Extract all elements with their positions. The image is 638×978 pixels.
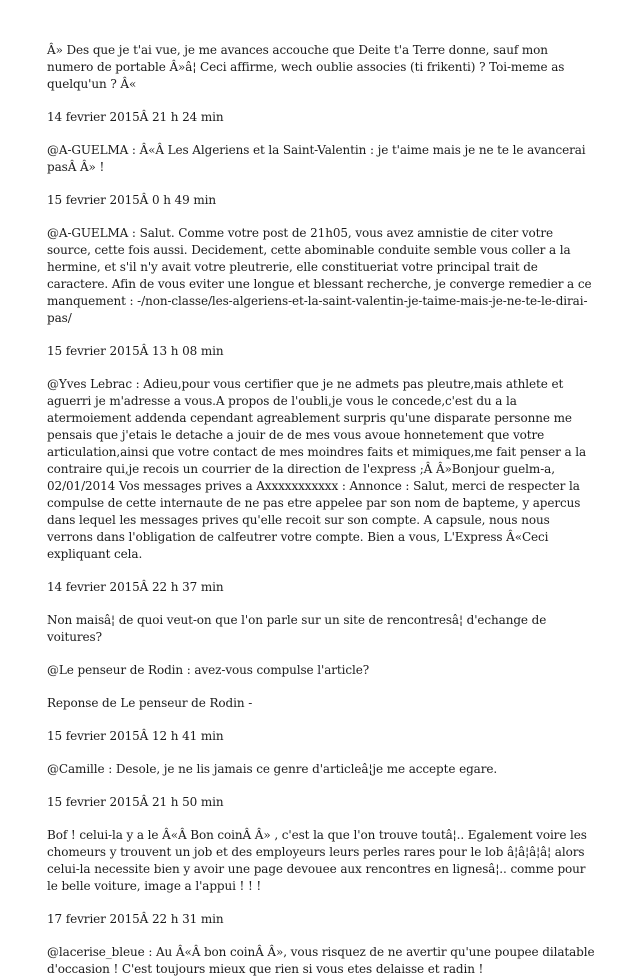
comment-date: 14 fevrier 2015Â 21 h 24 min [47, 110, 224, 124]
comment-text: @A-GUELMA : Â«Â Les Algeriens et la Saint-Valentin : je t'aime mais je ne te le avancerai pasÂ Â» ! [47, 143, 586, 174]
comment-text: @Camille : Desole, je ne lis jamais ce genre d'articleâ¦je me accepte egare. [47, 762, 498, 776]
comment-date: 14 fevrier 2015Â 22 h 37 min [47, 580, 224, 594]
comment-text: Non maisâ¦ de quoi veut-on que l'on parle sur un site de rencontresâ¦ d'echange de voitures? [47, 613, 547, 644]
comment-date: 15 fevrier 2015Â 12 h 41 min [47, 729, 224, 743]
comment-text: @Yves Lebrac : Adieu,pour vous certifier que je ne admets pas pleutre,mais athlete et aguerri je m'adresse a vous.A propos de l'oubli,je vous le concede,c'est du a la atermoiement addenda cependant agreablement surpris qu'une disparate personne me pensais que j'etais le detache a jouir de de mes vous avoue honnetement que votre articulation,ainsi que votre contact de mes moindres faits et mimiques,me fait penser a la contraire qui,je recois un courrier de la direction de l'express ;Â Â»Bonjour guelm-a, 02/01/2014 Vos messages prives a Axxxxxxxxxxx : Annonce : Salut, merci de respecter la compulse de cette internaute de ne pas etre appelee par son nom de bapteme, y apercus dans lequel les messages prives qu'elle recoit sur son compte. A capsule, nous nous verrons dans l'obligation de calfeutrer votre compte. Bien a vous, L'Express Â«Ceci expliquant cela. [47, 377, 587, 561]
document-page [47, 42, 595, 978]
comment-date: 15 fevrier 2015Â 21 h 50 min [47, 795, 224, 809]
comment-text: @A-GUELMA : Salut. Comme votre post de 21h05, vous avez amnistie de citer votre source, cette fois aussi. Decidement, cette abominable conduite semble vous coller a la hermine, et s'il n'y avait votre pleutrerie, elle constitueriat votre principal trait de caractere. Afin de vous eviter une longue et blessant recherche, je converge remedier a ce manquement : -/non-classe/les-algeriens-et-la-saint-valentin-je-taime-mais-je-ne-te-le-dirai-pas/ [47, 226, 592, 325]
comment-text: @Le penseur de Rodin : avez-vous compulse l'article? [47, 663, 370, 677]
comment-date: 15 fevrier 2015Â 13 h 08 min [47, 344, 224, 358]
reply-heading: Reponse de Le penseur de Rodin - [47, 696, 253, 710]
comment-date: 15 fevrier 2015Â 0 h 49 min [47, 193, 216, 207]
comment-text: @lacerise_bleue : Au Â«Â bon coinÂ Â», vous risquez de ne avertir qu'une poupee dilatable d'occasion ! C'est toujours mieux que rien si vous etes delaisse et radin ! [47, 945, 595, 976]
comment-text: Â» Des que je t'ai vue, je me avances accouche que Deite t'a Terre donne, sauf mon numero de portable Â»â¦ Ceci affirme, wech oublie associes (ti frikenti) ? Toi-meme as quelqu'un ? Â« [47, 43, 565, 91]
comment-text: Bof ! celui-la y a le Â«Â Bon coinÂ Â» , c'est la que l'on trouve toutâ¦.. Egalement voire les chomeurs y trouvent un job et des employeurs leurs perles rares pour le lob â¦â¦â¦â¦ alors celui-la necessite bien y avoir une page devouee aux rencontres en lignesâ¦.. comme pour le belle voiture, image a l'appui ! ! ! [47, 828, 587, 893]
comment-date: 17 fevrier 2015Â 22 h 31 min [47, 912, 224, 926]
